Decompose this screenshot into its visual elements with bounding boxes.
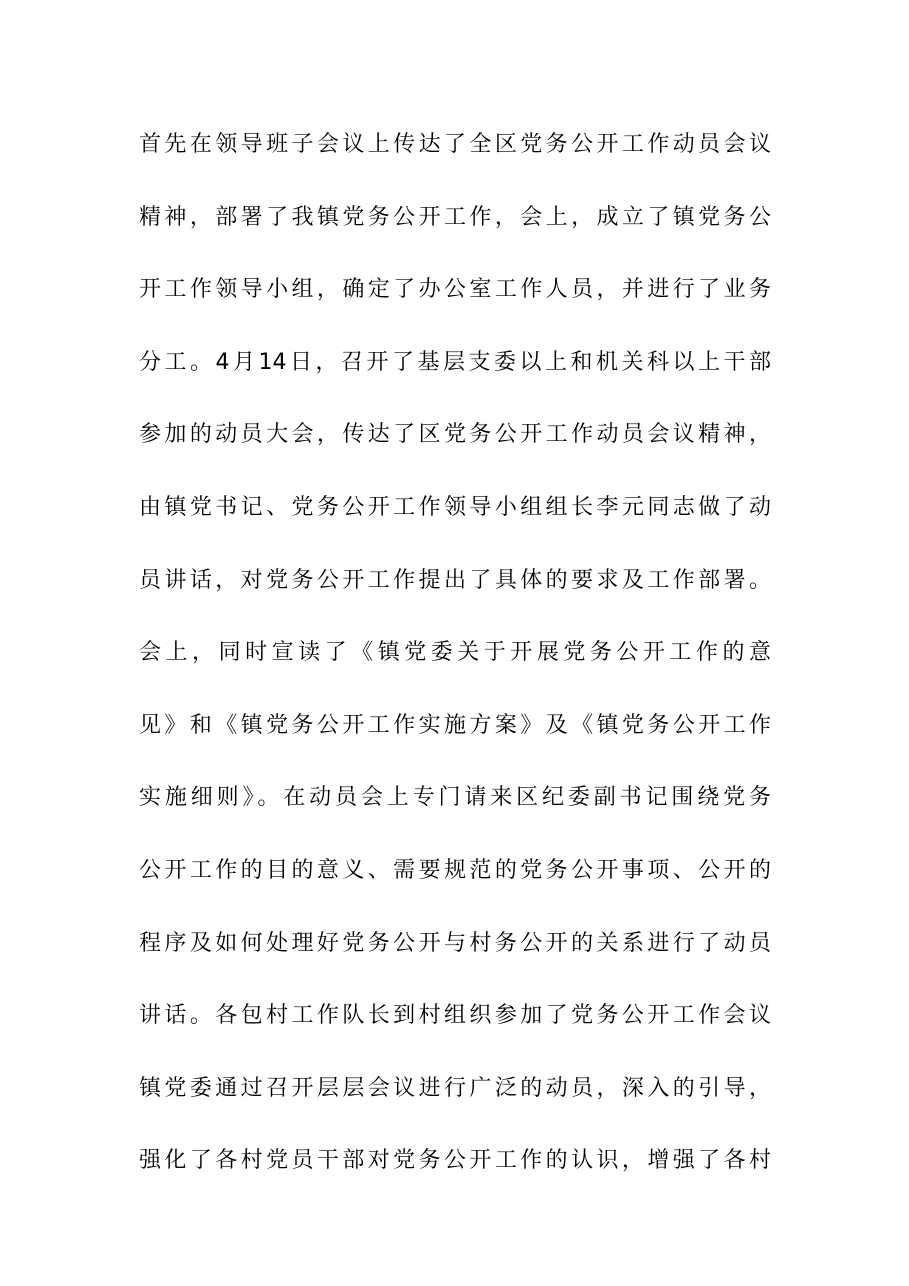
text-line: 员讲话，对党务公开工作提出了具体的要求及工作部署。 xyxy=(139,567,771,593)
text-line: 公开工作的目的意义、需要规范的党务公开事项、公开的 xyxy=(139,857,771,883)
text-line: 分工。4月14日，召开了基层支委以上和机关科以上干部 xyxy=(139,349,771,375)
text-line: 见》和《镇党务公开工作实施方案》及《镇党务公开工作 xyxy=(139,712,771,738)
text-line: 实施细则》。在动员会上专门请来区纪委副书记围绕党务 xyxy=(139,785,771,811)
text-line: 程序及如何处理好党务公开与村务公开的关系进行了动员 xyxy=(139,930,771,956)
text-line: 强化了各村党员干部对党务公开工作的认识，增强了各村 xyxy=(139,1148,771,1174)
body-text xyxy=(139,121,771,1210)
text-line: 开工作领导小组，确定了办公室工作人员，并进行了业务 xyxy=(139,277,771,303)
text-line: 会上，同时宣读了《镇党委关于开展党务公开工作的意 xyxy=(139,640,771,666)
text-line: 由镇党书记、党务公开工作领导小组组长李元同志做了动 xyxy=(139,494,771,520)
text-line: 精神，部署了我镇党务公开工作，会上，成立了镇党务公 xyxy=(139,204,771,230)
text-line: 讲话。各包村工作队长到村组织参加了党务公开工作会议 xyxy=(139,1003,771,1029)
text-line: 镇党委通过召开层层会议进行广泛的动员，深入的引导， xyxy=(139,1075,771,1101)
text-line: 首先在领导班子会议上传达了全区党务公开工作动员会议 xyxy=(139,132,771,157)
text-line: 参加的动员大会，传达了区党务公开工作动员会议精神， xyxy=(139,422,771,448)
